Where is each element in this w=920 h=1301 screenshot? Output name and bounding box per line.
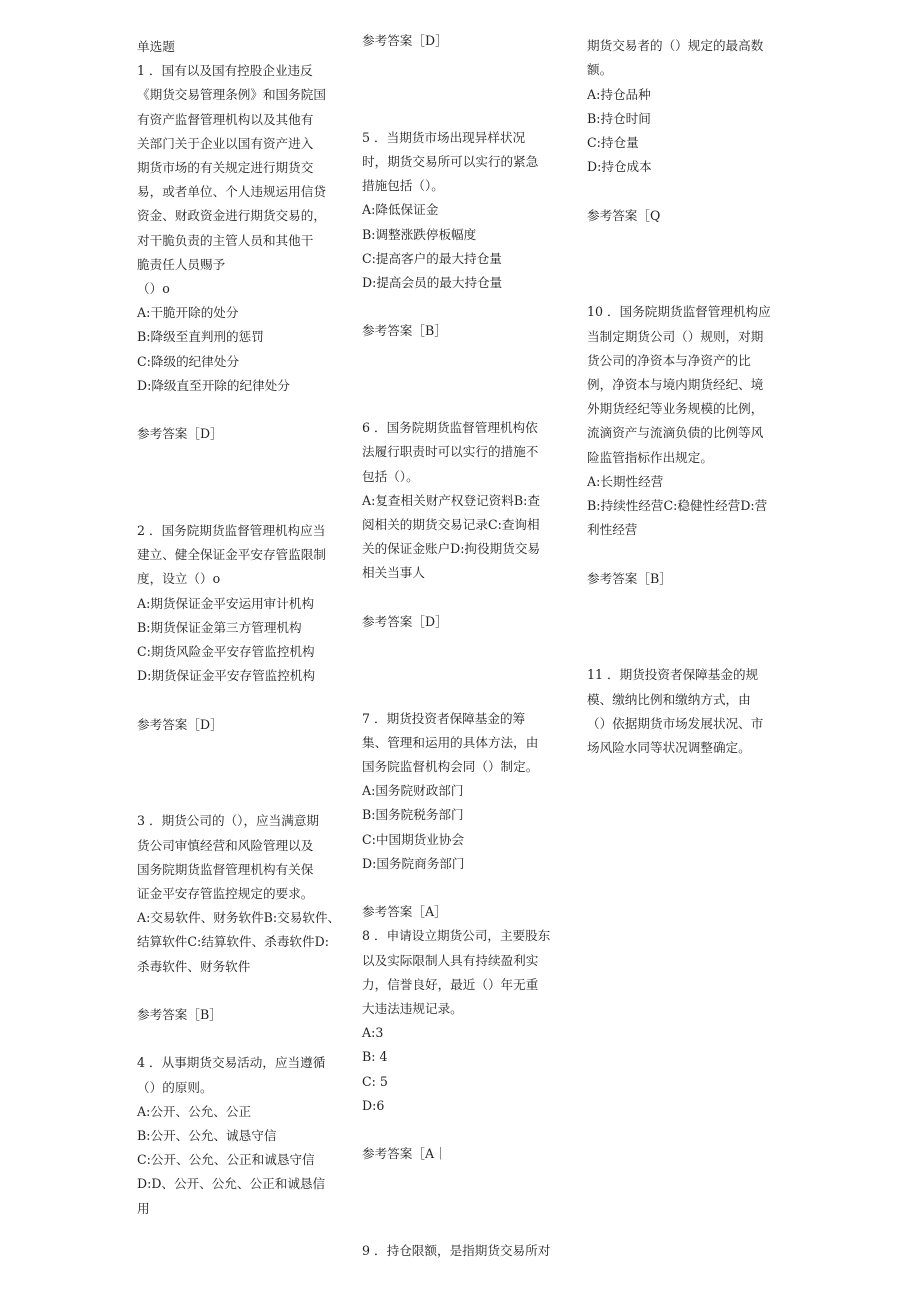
text-line: B:持仓时间 xyxy=(587,110,651,126)
text-line: 单选题 xyxy=(137,39,175,54)
text-line: A:3 xyxy=(362,1025,384,1041)
text-line: C:公开、公允、公正和诚恳守信 xyxy=(137,1152,315,1168)
text-line: 5 ．当期货市场出现异样状况 xyxy=(362,129,526,145)
text-line: 7 ．期货投资者保障基金的筹 xyxy=(362,710,526,726)
answer-line: 参考答案［D］ xyxy=(137,716,223,732)
blank-line xyxy=(587,591,802,615)
text-line: D:提高会员的最大持仓量 xyxy=(362,274,503,290)
text-line: C:提高客户的最大持仓量 xyxy=(362,250,502,266)
text-line: 措施包括（）。 xyxy=(362,178,444,194)
text-line: C: 5 xyxy=(362,1073,388,1089)
blank-line xyxy=(362,368,577,392)
text-line: 资金、财政资金进行期货交易的， xyxy=(137,208,326,224)
blank-line xyxy=(362,876,577,900)
text-line: 相关当事人 xyxy=(362,565,425,581)
text-line: 6 ．国务院期货监督管理机构依 xyxy=(362,420,538,436)
text-line: A:期货保证金平安运用审计机构 xyxy=(137,595,315,611)
blank-line xyxy=(587,542,802,566)
text-line: 额。 xyxy=(587,62,613,78)
answer-line: 参考答案［B］ xyxy=(137,1006,222,1022)
blank-line xyxy=(362,1215,577,1239)
text-line: C:降级的纪律处分 xyxy=(137,353,240,369)
blank-line xyxy=(362,77,577,101)
text-line: 当制定期货公司（）规则，对期 xyxy=(587,328,764,344)
text-line: C:中国期货业协会 xyxy=(362,831,465,847)
text-line: 期货交易者的（）规定的最高数 xyxy=(587,38,764,54)
blank-line xyxy=(137,688,352,712)
text-line: B:降级至直判刑的惩罚 xyxy=(137,329,264,345)
text-line: B: 4 xyxy=(362,1049,388,1065)
text-line: 例，净资本与境内期货经纪、境 xyxy=(587,376,764,392)
answer-line: 参考答案［B］ xyxy=(362,323,447,339)
text-line: 证金平安存管监控规定的要求。 xyxy=(137,885,314,901)
text-line: D:D、公开、公允、公正和诚恳信 xyxy=(137,1176,326,1192)
text-line: 11 ．期货投资者保障基金的规 xyxy=(587,667,759,683)
text-line: C:期货风险金平安存管监控机构 xyxy=(137,644,315,660)
blank-line xyxy=(362,658,577,682)
text-line: （）依据期货市场发展状况、市 xyxy=(587,715,764,731)
column-2 xyxy=(362,29,577,1263)
answer-line: 参考答案［D］ xyxy=(362,33,448,48)
blank-line xyxy=(587,276,802,300)
text-line: A:干脆开除的处分 xyxy=(137,305,239,321)
blank-line xyxy=(362,344,577,368)
text-line: 用 xyxy=(137,1200,150,1216)
answer-line: 参考答案［A］ xyxy=(362,904,447,920)
text-line: B:国务院税务部门 xyxy=(362,807,464,823)
answer-line: 参考答案［B］ xyxy=(587,570,672,586)
text-line: 期货市场的有关规定进行期货交 xyxy=(137,160,314,176)
answer-line: 参考答案［A｜ xyxy=(362,1146,447,1162)
blank-line xyxy=(362,295,577,319)
text-line: D:持仓成本 xyxy=(587,159,652,175)
text-line: 9 ．持仓限额，是指期货交易所对 xyxy=(362,1242,551,1258)
text-line: 利性经营 xyxy=(587,522,638,538)
text-line: 关部门关于企业以国有资产进入 xyxy=(137,135,314,151)
text-line: D:国务院商务部门 xyxy=(362,855,465,871)
text-line: 4 ．从事期货交易活动，应当遵循 xyxy=(137,1055,326,1071)
blank-line xyxy=(587,228,802,252)
text-line: 大违法违规记录。 xyxy=(362,1000,463,1016)
text-line: 阅相关的期货交易记录C:查询相 xyxy=(362,516,540,532)
text-line: D:降级直至开除的纪律处分 xyxy=(137,377,290,393)
text-line: 包括（）。 xyxy=(362,468,419,484)
text-line: 脆责任人员赐予 xyxy=(137,256,226,272)
blank-line xyxy=(362,586,577,610)
text-line: 流滴资产与流滴负债的比例等风 xyxy=(587,425,764,441)
text-line: 国务院监督机构会同（）制定。 xyxy=(362,758,539,774)
text-line: 场风险水同等状况调整确定。 xyxy=(587,739,751,755)
blank-line xyxy=(587,615,802,639)
text-line: 有资产监督管理机构以及其他有 xyxy=(137,111,314,127)
blank-line xyxy=(362,1118,577,1142)
text-line: 10 ．国务院期货监督管理机构应 xyxy=(587,304,771,320)
text-line: 对干脆负责的主管人员和其他干 xyxy=(137,232,314,248)
blank-line xyxy=(137,471,352,495)
blank-line xyxy=(137,446,352,470)
text-line: A:交易软件、财务软件B:交易软件、 xyxy=(137,910,341,926)
text-line: （）的原则。 xyxy=(137,1079,213,1095)
text-line: 《期货交易管理条例》和国务院国 xyxy=(137,87,326,103)
blank-line xyxy=(362,392,577,416)
column-3 xyxy=(587,10,802,760)
text-line: 建立、健全保证金平安存管监限制 xyxy=(137,547,326,563)
text-line: 货公司的净资本与净资产的比 xyxy=(587,352,751,368)
answer-line: 参考答案［D］ xyxy=(362,613,448,629)
blank-line xyxy=(362,1166,577,1190)
text-line: 法履行职责时可以实行的措施不 xyxy=(362,444,539,460)
text-line: B:期货保证金第三方管理机构 xyxy=(137,619,302,635)
blank-line xyxy=(587,252,802,276)
answer-line: 参考答案［Q xyxy=(587,207,661,223)
blank-line xyxy=(137,398,352,422)
text-line: 易，或者单位、个人违规运用信贷 xyxy=(137,184,326,200)
blank-line xyxy=(587,10,802,34)
blank-line xyxy=(137,495,352,519)
blank-line xyxy=(587,639,802,663)
answer-line: 参考答案［D］ xyxy=(137,426,223,442)
blank-line xyxy=(587,179,802,203)
text-line: 度，设立（）o xyxy=(137,571,221,587)
text-line: 3 ．期货公司的（），应当满意期 xyxy=(137,813,320,829)
text-line: A:降低保证金 xyxy=(362,202,439,218)
text-line: A:国务院财政部门 xyxy=(362,783,464,799)
blank-line xyxy=(137,737,352,761)
text-line: A:持仓品种 xyxy=(587,86,651,102)
text-line: 杀毒软件、财务软件 xyxy=(137,958,251,974)
text-line: 关的保证金账户D:拘役期货交易 xyxy=(362,541,541,557)
text-line: B:调整涨跌停板幅度 xyxy=(362,226,477,242)
blank-line xyxy=(362,53,577,77)
text-line: A:公开、公允、公正 xyxy=(137,1103,252,1119)
blank-line xyxy=(362,634,577,658)
text-line: 1 ．国有以及国有控股企业违反 xyxy=(137,63,313,79)
column-1 xyxy=(137,35,352,1221)
text-line: A:复查相关财产权登记资料B:查 xyxy=(362,492,540,508)
text-line: C:持仓量 xyxy=(587,135,639,150)
text-line: 8 ．申请设立期货公司，主要股东 xyxy=(362,928,551,944)
blank-line xyxy=(137,1027,352,1051)
blank-line xyxy=(137,761,352,785)
text-line: 结算软件C:结算软件、杀毒软件D: xyxy=(137,934,329,950)
text-line: 力，信誉良好，最近（）年无重 xyxy=(362,976,539,992)
text-line: 时，期货交易所可以实行的紧急 xyxy=(362,153,539,169)
text-line: B:公开、公允、诚恳守信 xyxy=(137,1127,277,1143)
blank-line xyxy=(362,1191,577,1215)
text-line: 以及实际限制人具有持续盈利实 xyxy=(362,952,539,968)
text-line: B:持续性经营C:稳健性经营D:营 xyxy=(587,497,768,513)
text-line: 货公司审慎经营和风险管理以及 xyxy=(137,837,314,853)
blank-line xyxy=(362,102,577,126)
text-line: D:6 xyxy=(362,1097,385,1113)
blank-line xyxy=(137,979,352,1003)
blank-line xyxy=(137,785,352,809)
text-line: A:长期性经营 xyxy=(587,473,664,489)
text-line: （）o xyxy=(137,281,170,297)
text-line: 外期货经纪等业务规模的比例， xyxy=(587,401,764,417)
text-line: 2 ．国务院期货监督管理机构应当 xyxy=(137,523,326,538)
text-line: 集、管理和运用的具体方法，由 xyxy=(362,734,539,750)
text-line: 模、缴纳比例和缴纳方式，由 xyxy=(587,691,751,707)
text-line: D:期货保证金平安存管监控机构 xyxy=(137,668,316,684)
text-line: 险监管指标作出规定。 xyxy=(587,449,713,465)
text-line: 国务院期货监督管理机构有关保 xyxy=(137,861,314,877)
blank-line xyxy=(362,682,577,706)
